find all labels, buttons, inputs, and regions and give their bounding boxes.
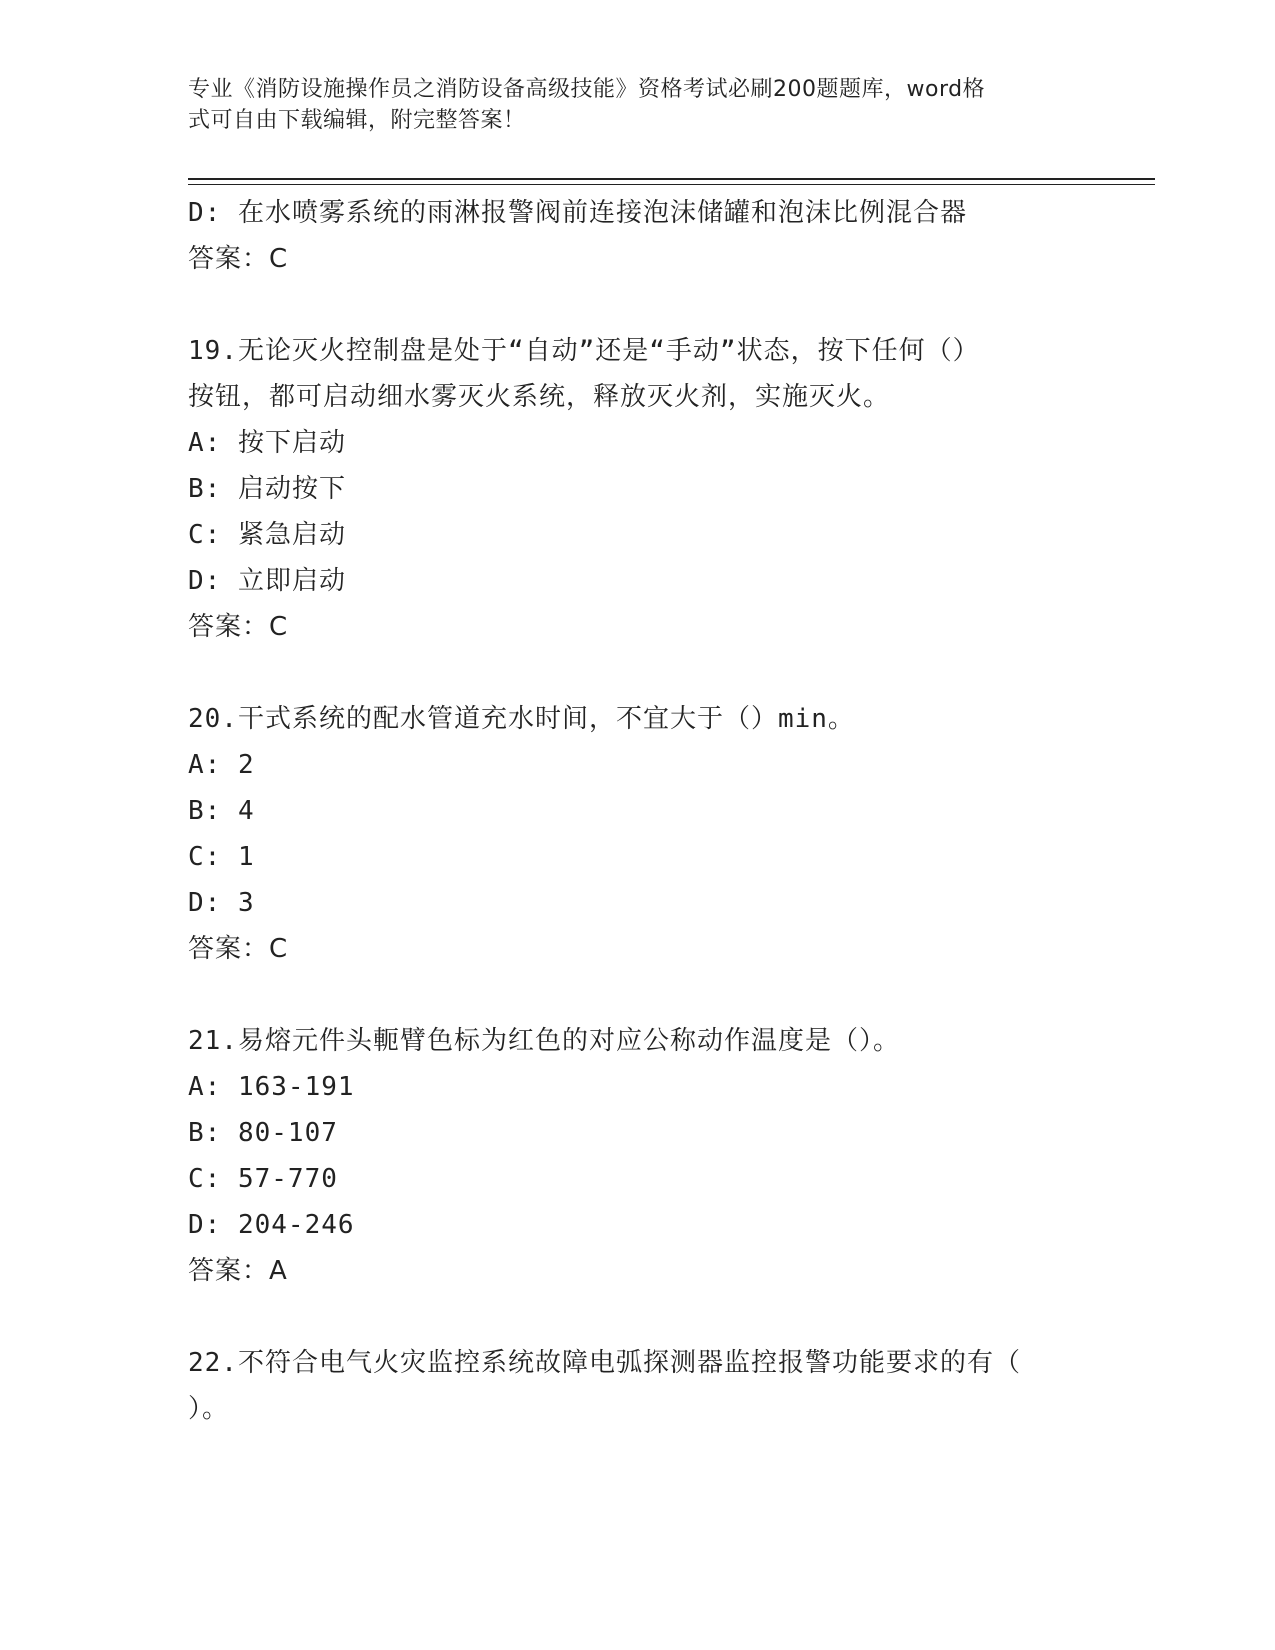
option-c: C: 1 xyxy=(188,842,255,872)
option-a: A: 2 xyxy=(188,750,255,780)
option-d: D: 3 xyxy=(188,888,255,918)
option-d: D: 204-246 xyxy=(188,1210,355,1240)
answer: 答案：C xyxy=(188,934,289,964)
answer: 答案：C xyxy=(188,244,289,274)
header-divider-thick xyxy=(188,178,1155,180)
question-text-line-2: 按钮，都可启动细水雾灭火系统，释放灭火剂，实施灭火。 xyxy=(188,382,891,412)
header-line-1: 专业《消防设施操作员之消防设备高级技能》资格考试必刷200题题库，word格 xyxy=(188,77,986,102)
option-b: B: 4 xyxy=(188,796,255,826)
question-22 xyxy=(188,1340,1068,1432)
option-a: A: 按下启动 xyxy=(188,428,346,458)
answer: 答案：A xyxy=(188,1256,288,1286)
question-text-line-2: ）。 xyxy=(188,1394,230,1424)
option-a: A: 163-191 xyxy=(188,1072,355,1102)
option-d: D: 立即启动 xyxy=(188,566,346,596)
question-20 xyxy=(188,696,1068,972)
option-b: B: 80-107 xyxy=(188,1118,338,1148)
answer: 答案：C xyxy=(188,612,289,642)
header-line-2: 式可自由下载编辑，附完整答案！ xyxy=(188,108,526,133)
option-d: D: 在水喷雾系统的雨淋报警阀前连接泡沫储罐和泡沫比例混合器 xyxy=(188,198,967,228)
question-19 xyxy=(188,328,1068,650)
question-text-line-1: 20.干式系统的配水管道充水时间，不宜大于（）min。 xyxy=(188,704,855,734)
question-18-tail xyxy=(188,190,1068,282)
option-c: C: 紧急启动 xyxy=(188,520,346,550)
spacer xyxy=(188,650,1068,696)
question-text-line-1: 19.无论灭火控制盘是处于“自动”还是“手动”状态，按下任何（） xyxy=(188,336,980,366)
option-b: B: 启动按下 xyxy=(188,474,346,504)
option-c: C: 57-770 xyxy=(188,1164,338,1194)
question-list xyxy=(188,190,1068,1432)
document-header xyxy=(188,74,1068,136)
spacer xyxy=(188,1294,1068,1340)
question-text-line-1: 21.易熔元件头軛臂色标为红色的对应公称动作温度是（）。 xyxy=(188,1026,900,1056)
question-21 xyxy=(188,1018,1068,1294)
header-divider-thin xyxy=(188,184,1155,185)
spacer xyxy=(188,972,1068,1018)
spacer xyxy=(188,282,1068,328)
question-text-line-1: 22.不符合电气火灾监控系统故障电弧探测器监控报警功能要求的有（ xyxy=(188,1348,1021,1378)
